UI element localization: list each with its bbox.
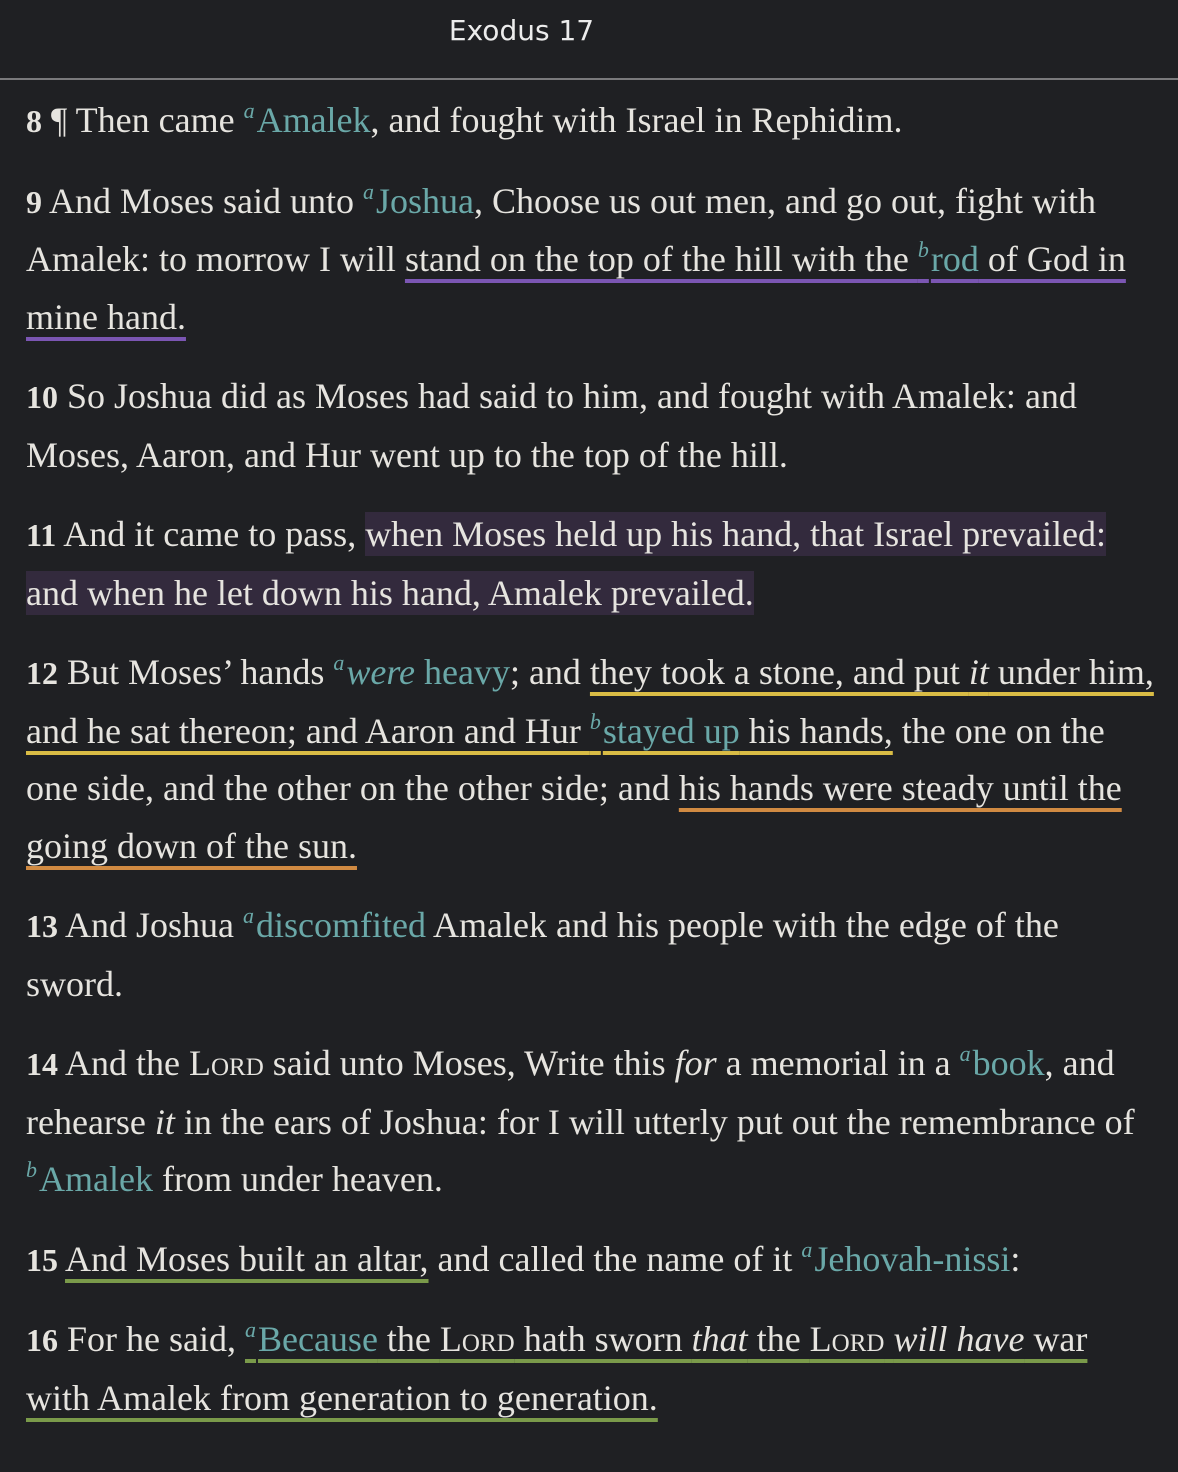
footnote-marker[interactable]: a [959,1041,971,1066]
verse-text: Amalek and his people with the edge of the sword. [26,905,1059,1004]
verse-text: , and fought with Israel in Rephidim. [370,100,903,140]
footnote-marker[interactable]: a [363,178,375,204]
verse-text: And the [58,1043,189,1083]
footnote-link-rod[interactable]: rod [930,239,979,279]
paragraph-mark: ¶ [51,100,68,140]
verse-text [58,1239,65,1279]
footnote-link-amalek[interactable]: Amalek [39,1159,153,1199]
italic-text: it [968,652,989,692]
verse-text: Then came [67,100,244,140]
verse-text: said unto Moses, Write this [263,1043,675,1083]
verse-9 [26,173,1156,347]
verse-text: ; and [509,652,590,692]
underlined-text: the [747,1319,810,1359]
verse-text: But Moses’ hands [58,652,334,692]
verse-number[interactable]: 10 [26,379,58,415]
underlined-text: hath sworn [514,1319,692,1359]
verse-text: So Joshua did as Moses had said to him, and fought with Amalek: and Moses, Aaron, and Hur went up to the top of the hill. [26,376,1077,475]
green-underline-annotation[interactable]: And Moses built an altar, [65,1238,429,1279]
verse-12 [26,644,1156,875]
verse-text: And Joshua [58,905,244,945]
divine-name: Lord [439,1319,515,1359]
verse-number[interactable]: 13 [26,908,58,944]
verse-text: And it came to pass, [56,514,366,554]
footnote-link-discomfited[interactable]: discomfited [256,905,426,945]
footnote-marker[interactable]: b [26,1157,37,1182]
verse-number[interactable]: 12 [26,655,58,691]
italic-text: were [346,652,415,692]
footnote-marker[interactable]: b [589,708,601,734]
verse-10 [26,368,1156,484]
italic-text: for [674,1043,717,1083]
underlined-text: of God in mine hand. [26,239,1126,337]
verse-text: And Moses said unto [42,180,364,221]
underlined-text: his hands, [739,710,893,751]
verse-text: a memorial in a [716,1043,960,1083]
footnote-link-joshua[interactable]: Joshua [376,180,475,221]
divine-name: Lord [189,1043,264,1083]
italic-text: that [691,1319,748,1359]
verse-number[interactable]: 16 [26,1322,58,1358]
verse-text: in the ears of Joshua: for I will utterly put out the remembrance of [174,1101,1135,1142]
verse-text: : [1010,1238,1021,1279]
verse-13 [26,897,1156,1013]
footnote-marker[interactable]: a [801,1236,813,1262]
italic-text: will have [893,1319,1025,1359]
verse-text: and called the name of it [428,1238,802,1279]
footnote-marker[interactable]: a [333,650,345,675]
underlined-text: the [377,1319,440,1359]
divine-name: Lord [809,1319,885,1359]
footnote-link-stayed-up[interactable]: stayed up [602,710,740,751]
orange-underline-annotation[interactable]: his hands were steady until the going down of the sun. [26,768,1122,866]
verse-16 [26,1311,1156,1427]
underlined-text: war with Amalek from generation to generation. [26,1319,1088,1418]
verse-text: the one on the one side, and the other on the other side; and [26,710,1105,808]
verse-text: , and rehearse [26,1043,1115,1142]
footnote-marker[interactable]: a [243,98,255,123]
footnote-link-jehovah-nissi[interactable]: Jehovah-nissi [814,1238,1011,1279]
chapter-title[interactable]: Exodus 17 [448,14,595,47]
verse-number[interactable]: 11 [26,517,57,553]
footnote-marker[interactable]: b [917,237,929,262]
verse-text: , Choose us out men, and go out, fight with Amalek: to morrow I will [26,180,1096,279]
verse-text: from under heaven. [152,1159,443,1199]
verse-11 [26,506,1156,622]
verse-14 [26,1035,1156,1209]
underlined-text: they took a stone, and put [589,652,969,692]
footnote-marker[interactable]: a [243,903,255,928]
verse-number[interactable]: 15 [26,1241,58,1278]
verse-text: For he said, [58,1319,245,1359]
scripture-content [26,92,1156,1449]
verse-number[interactable]: 9 [26,183,42,220]
underlined-text: stand on the top of the hill with the [404,239,918,279]
verse-15 [26,1231,1156,1290]
footnote-link-were-heavy[interactable] [346,652,510,692]
verse-8 [26,92,1156,151]
footnote-link-because[interactable]: Because [257,1319,378,1359]
footnote-link-book[interactable]: book [972,1043,1045,1083]
underlined-text: under him, and he sat thereon; and Aaron and Hur [26,652,1154,751]
footnote-marker[interactable]: a [244,1317,256,1342]
highlight-annotation[interactable]: when Moses held up his hand, that Israel prevailed: and when he let down his hand, Amalek prevailed. [26,514,1106,613]
verse-number[interactable]: 14 [26,1046,58,1082]
footnote-link-amalek[interactable]: Amalek [256,100,371,140]
italic-text: it [154,1101,175,1142]
verse-number[interactable]: 8 [26,103,42,139]
link-text: heavy [414,652,510,692]
chapter-header [0,0,1178,80]
